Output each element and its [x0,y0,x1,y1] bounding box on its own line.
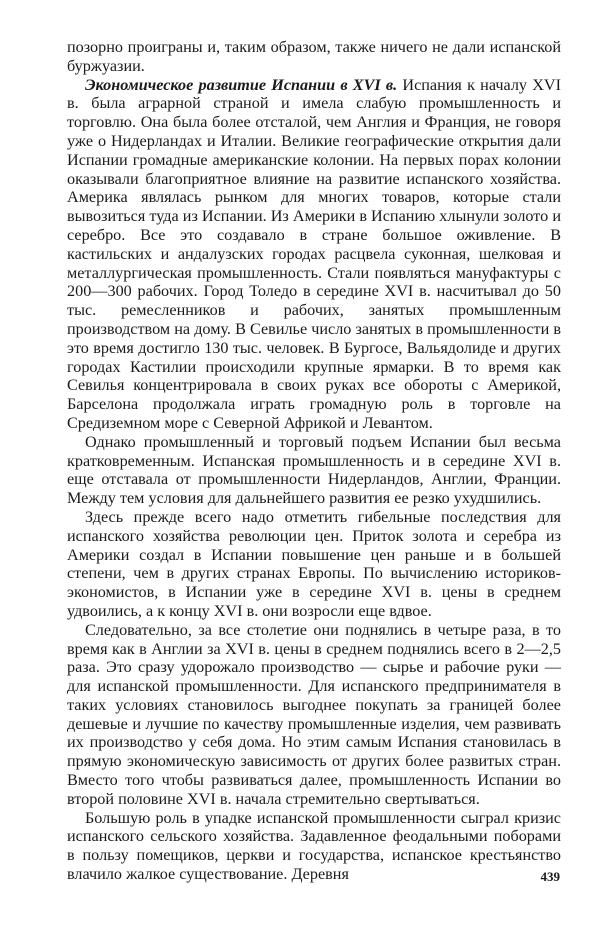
paragraph-text: Здесь прежде всего надо отметить гибельные последствия для испанского хозяйства революции цен. Приток золота и серебра из Америки создал в Испании повышение цен раньше и в большей степени, чем в других странах Европы. По вычислению историков-экономистов, в Испании уже в середине XVI в. цены в среднем удвоились, а к концу XVI в. они возросли еще вдвое. [67,507,561,620]
paragraph-6 [67,809,561,884]
page-number: 439 [540,869,560,884]
paragraph-text: Однако промышленный и торговый подъем Испании был весьма кратковременным. Испанская промышленность и в середине XVI в. еще отставала от промышленности Нидерландов, Англии, Франции. Между тем условия для дальнейшего развития ее резко ухудшились. [67,432,561,508]
paragraph-4 [67,508,561,621]
page-body [67,38,561,884]
paragraph-5 [67,621,561,809]
paragraph-text: Следовательно, за все столетие они поднялись в четыре раза, в то время как в Англии за XVI в. цены в среднем поднялись всего в 2—2,5 раза. Это сразу удорожало производство — сырье и рабочие руки — для испанской промышленности. Для испанского предпринимателя в таких условиях становилось выгоднее покупать за границей более дешевые и лучшие по качеству промышленные изделия, чем развивать их производство у себя дома. Но этим самым Испания становилась в прямую экономическую зависимость от других более развитых стран. Вместо того чтобы развиваться далее, промышленность Испании во второй половине XVI в. начала стремительно свертываться. [67,620,561,808]
section-heading: Экономическое развитие Испании в XVI в. [85,75,398,94]
paragraph-2 [67,76,561,433]
paragraph-text: Испания к началу XVI в. была аграрной страной и имела слабую промышленность и торговлю. Она была более отсталой, чем Англия и Франция, не говоря уже о Нидерландах и Италии. Великие географические открытия дали Испании громадные американские колонии. На первых порах колонии оказывали благоприятное влияние на развитие испанского хозяйства. Америка являлась рынком для многих товаров, которые стали вывозиться туда из Испании. Из Америки в Испанию хлынули золото и серебро. Все это создавало в стране большое оживление. В кастильских и андалузских городах расцвела суконная, шелковая и металлургическая промышленность. Стали появляться мануфактуры с 200—300 рабочих. Город Толедо в середине XVI в. насчитывал до 50 тыс. ремесленников и рабочих, занятых промышленным производством на дому. В Севилье число занятых в промышленности в это время достигло 130 тыс. человек. В Бургосе, Вальядолиде и других городах Кастилии происходили крупные ярмарки. В то время как Севилья концентрировала в своих руках все обороты с Америкой, Барселона продолжала играть громадную роль в торговле на Средиземном море с Северной Африкой и Левантом. [67,75,562,432]
paragraph-text: Большую роль в упадке испанской промышленности сыграл кризис испанского сельского хозяйства. Задавленное феодальными поборами в пользу помещиков, церкви и государства, испанское крестьянство влачило жалкое существование. Деревня [67,808,561,884]
paragraph-1 [67,38,561,76]
paragraph-text: позорно проиграны и, таким образом, также ничего не дали испанской буржуазии. [67,38,561,75]
paragraph-3 [67,433,561,508]
